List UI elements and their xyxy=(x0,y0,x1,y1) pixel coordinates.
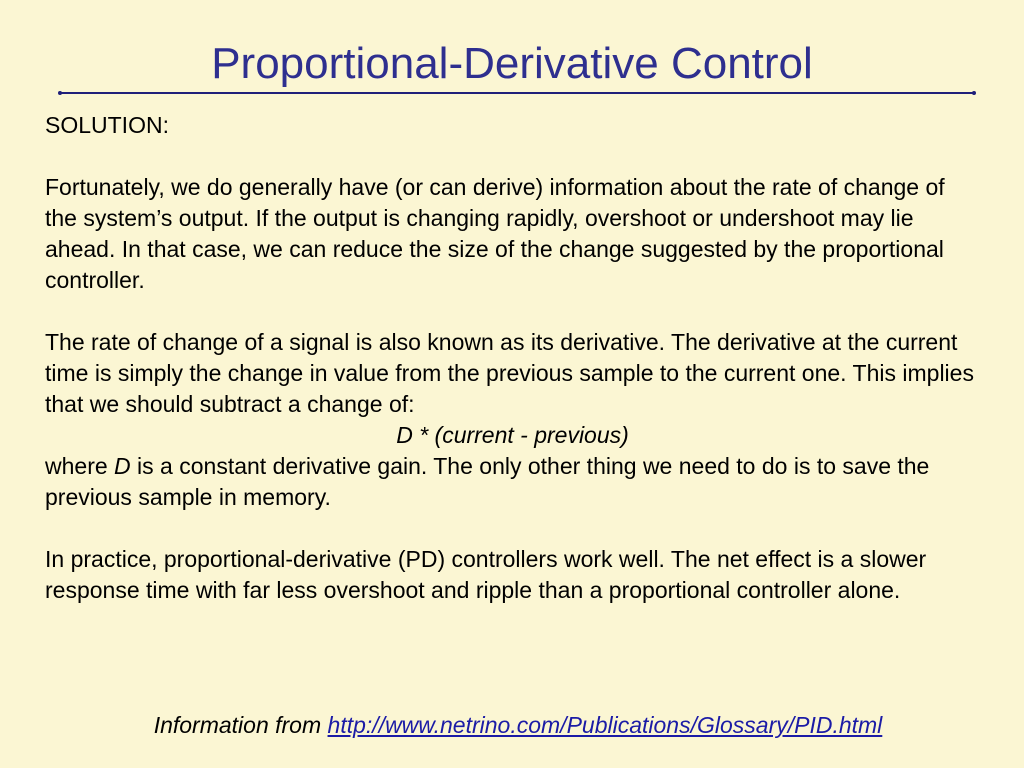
paragraph-rate-of-change: Fortunately, we do generally have (or can derive) information about the rate of change of the system’s output. If the output is changing rapidly, overshoot or undershoot may lie ahead. In that case, we can reduce the size of the change suggested by the proportional controller. xyxy=(45,174,945,293)
derivative-formula: D * (current - previous) xyxy=(396,422,629,448)
paragraph-pd-practice: In practice, proportional-derivative (PD) controllers work well. The net effect is a slower response time with far less overshoot and ripple than a proportional controller alone. xyxy=(45,546,927,603)
paragraph-derivative-gain xyxy=(45,451,980,513)
source-link[interactable]: http://www.netrino.com/Publications/Glossary/PID.html xyxy=(327,712,883,738)
slide-title: Proportional-Derivative Control xyxy=(211,39,813,88)
divider-right-endpoint xyxy=(972,91,976,95)
source-citation xyxy=(0,710,1024,741)
slide-body xyxy=(45,110,980,637)
gain-prefix: where xyxy=(45,453,115,479)
source-label: Information from xyxy=(153,712,328,738)
divider-left-endpoint xyxy=(58,91,62,95)
paragraph-derivative: The rate of change of a signal is also known as its derivative. The derivative at the current time is simply the change in value from the previous sample to the current one. This implies that we should subtract a change of: xyxy=(45,329,974,417)
gain-description: is a constant derivative gain. The only other thing we need to do is to save the previous sample in memory. xyxy=(45,453,930,510)
title-divider xyxy=(58,91,976,95)
solution-heading: SOLUTION: xyxy=(45,112,169,138)
gain-variable: D xyxy=(114,453,131,479)
